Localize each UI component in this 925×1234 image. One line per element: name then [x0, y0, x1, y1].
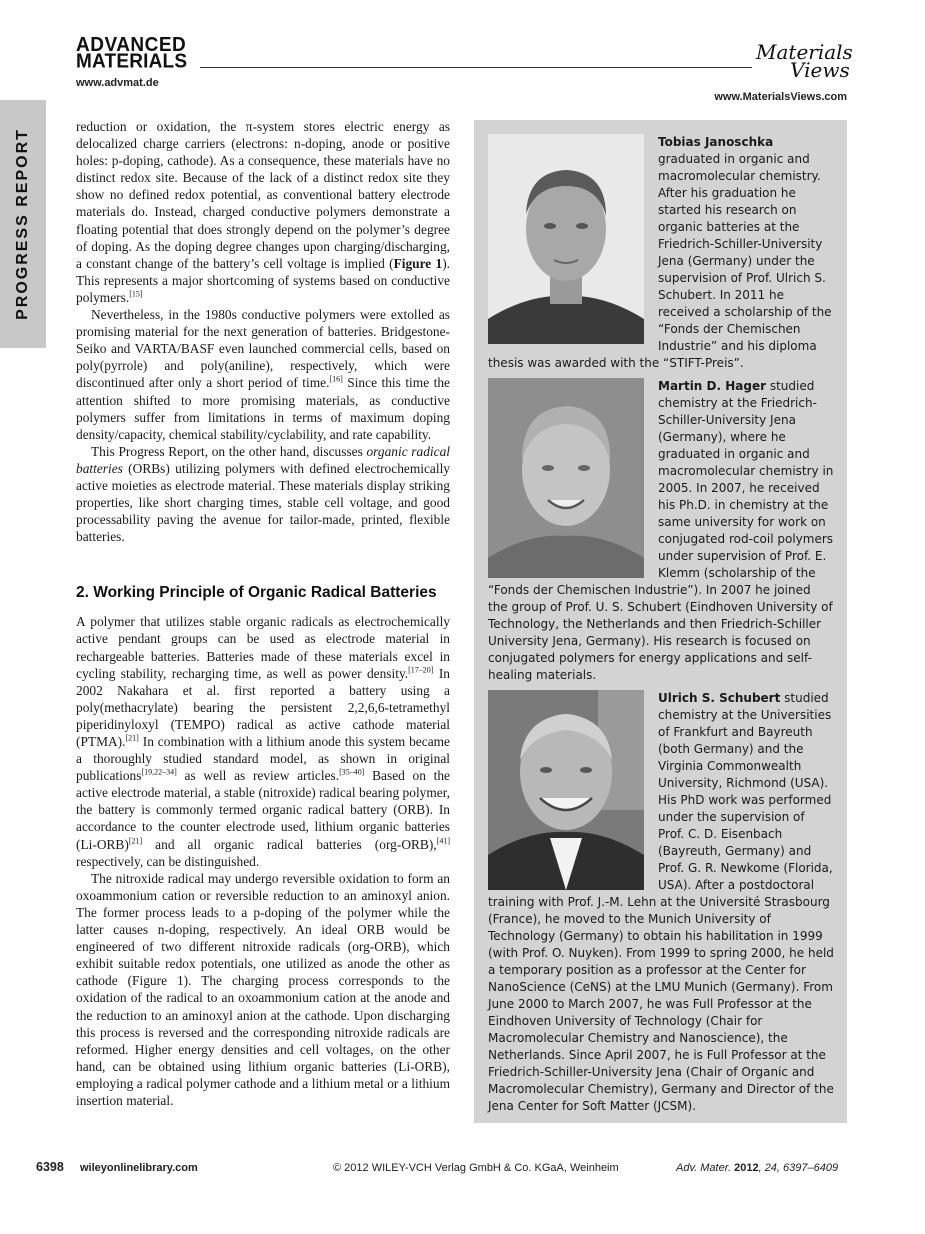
portrait-image: [488, 690, 644, 890]
citation-ref[interactable]: [21]: [125, 733, 139, 743]
figure-1-reference[interactable]: Figure 1: [393, 255, 443, 271]
side-tab-label: PROGRESS REPORT: [14, 128, 31, 320]
paragraph-3: This Progress Report, on the other hand, discusses organic radical batteries (ORBs) utilizing polymers with defined electrochemically active moieties as electrode material. These materials display striking properties, like short charging times, stable cell voltage, and good processability paving the avenue for tailor-made, printed, flexible batteries.: [76, 443, 450, 545]
article-left-column: [76, 118, 450, 1109]
journal-website-link[interactable]: www.advmat.de: [76, 77, 159, 89]
portrait-image: [488, 378, 644, 578]
citation-ref[interactable]: [21]: [128, 836, 143, 846]
page-number: 6398: [36, 1160, 64, 1174]
bio-hager: [488, 378, 834, 684]
bio-text: studied chemistry at the Universities of Frankfurt and Bayreuth (both Germany) and the Virginia Commonwealth University, Richmond (USA). His PhD work was performed under the supervision of Prof. C. D. Eisenbach (Bayreuth, Germany) and Prof. G. R. Newkome (Florida, USA). After a postdoctoral training with Prof. J.-M. Lehn at the Université Strasbourg (France), he moved to the Munich University of Technology (Germany) to obtain his habilitation in 1999 (with Prof. O. Nuyken). From 1999 to spring 2000, he held a temporary position as a professor at the Center for NanoScience (CeNS) at the LMU Munich (Germany). From June 2000 to March 2007, he was Full Professor at the Eindhoven University of Technology (Chair for Macromolecular Chemistry and Nanoscience), the Netherlands. Since April 2007, he is Full Professor at the Friedrich-Schiller-University Jena (Chair of Organic and Macromolecular Chemistry), Germany and Director of the Jena Center for Soft Matter (JCSM).: [488, 691, 834, 1113]
bio-janoschka: [488, 134, 834, 372]
journal-citation: Adv. Mater. 2012, 24, 6397–6409: [676, 1162, 839, 1174]
journal-logo: [76, 34, 188, 73]
paragraph-5: The nitroxide radical may undergo reversible oxidation to form an oxoammonium cation or reversible reduction to an aminoxyl anion. The former process leads to a p-doping of the polymer while the latter causes n-doping, respectively. An ideal ORB would be engineered of two different nitroxide radicals (org-ORB), which exhibit suitable redox potentials, one utilized as anode the other as cathode (Figure 1). The charging process corresponds to the oxidation of the radical to an oxoammonium cation at the anode and the reduction to an aminoxyl anion at the cathode. Upon discharging this process is reversed and the corresponding nitroxide radicals are reformed. Higher energy densities and cell voltages, on the other hand, can be obtained using lithium organic batteries (Li-ORB), employing a radical polymer cathode and a lithium metal or a lithium insertion material.: [76, 870, 450, 1108]
logo-line-materials: MATERIALS: [76, 50, 188, 73]
citation-ref[interactable]: [15]: [129, 289, 143, 299]
mv-logo-line1: Materials: [756, 40, 853, 64]
section-side-tab: [0, 100, 46, 348]
author-photo-schubert: [488, 690, 644, 890]
wiley-website-link[interactable]: wileyonlinelibrary.com: [80, 1162, 198, 1174]
bio-schubert: [488, 690, 834, 1115]
citation-ref[interactable]: [35–40]: [339, 767, 365, 777]
copyright-notice: © 2012 WILEY-VCH Verlag GmbH & Co. KGaA, Weinheim: [333, 1162, 619, 1174]
paragraph-4: A polymer that utilizes stable organic radicals as electrochemically active pendant groups can be used as electrode material in rechargeable batteries. Batteries made of these materials excel in cycling stability, recharging time, as well as power density.[17–20] In 2002 Nakahara et al. first reported a battery using a poly(methacrylate) bearing the persistent 2,2,6,6-tetramethyl piperidinyloxyl (TEMPO) radical as active cathode material (PTMA).[21] In combination with a lithium anode this system became a thoroughly studied standard model, as shown in original publications[19,22–34] as well as review articles.[35–40] Based on the active electrode material, a stable (nitroxide) radical bearing polymer, the battery is commonly termed organic radical battery (ORB). In accordance to the counter electrode used, lithium organic batteries (Li-ORB)[21] and all organic radical batteries (org-ORB),[41] respectively, can be distinguished.: [76, 614, 450, 869]
citation-ref[interactable]: [17–20]: [408, 665, 434, 675]
portrait-image: [488, 134, 644, 344]
bio-text: studied chemistry at the Friedrich-Schiller-University Jena (Germany), where he graduated in organic and macromolecular chemistry in 2005. In 2007, he received his Ph.D. in chemistry at the same university for work on conjugated rod-coil polymers under supervision of Prof. E. Klemm (scholarship of the “Fonds der Chemischen Industrie”). In 2007 he joined the group of Prof. U. S. Schubert (Eindhoven University of Technology, the Netherlands and then Friedrich-Schiller University Jena, Germany). His research is focused on conjugated polymers for energy applications and self-healing materials.: [488, 379, 834, 682]
bio-name: Martin D. Hager: [658, 379, 767, 393]
author-photo-hager: [488, 378, 644, 578]
citation-ref[interactable]: [41]: [436, 836, 450, 846]
paragraph-1: reduction or oxidation, the π-system stores electric energy as delocalized charge carriers (electrons: n-doping, anode or positive holes: p-doping, cathode). As a consequence, these materials have no distinct redox site. Because of the lack of a distinct redox site they show no defined redox potential, as conventional battery electrode materials do. Instead, charged conductive polymers demonstrate a floating potential that does strongly depend on the polymer’s degree of doping. As the doping degree changes upon charging/discharging, a constant change of the battery’s cell voltage is implied (Figure 1). This represents a major shortcoming of systems based on conductive polymers.[15]: [76, 119, 450, 305]
logo-line-advanced: ADVANCED: [76, 34, 187, 57]
header-rule: [200, 67, 752, 68]
materials-views-website-link[interactable]: www.MaterialsViews.com: [714, 91, 847, 103]
citation-ref[interactable]: [16]: [329, 374, 343, 384]
bio-text: graduated in organic and macromolecular chemistry. After his graduation he started his research on organic batteries at the Friedrich-Schiller-University Jena (Germany) under the supervision of Prof. Ulrich S. Schubert. In 2011 he received a scholarship of the “Fonds der Chemischen Industrie” and his diploma thesis was awarded with the “STIFT-Preis”.: [488, 152, 832, 370]
bio-name: Ulrich S. Schubert: [658, 691, 781, 705]
section-heading: 2. Working Principle of Organic Radical Batteries: [76, 584, 437, 602]
paragraph-2: Nevertheless, in the 1980s conductive polymers were extolled as promising material for the next generation of batteries. Bridgestone-Seiko and VARTA/BASF even launched commercial cells, based on poly(pyrrole) and poly(aniline), respectively, which were discontinued after only a short period of time.[16] Since this time the attention shifted to more promising materials, as conductive polymers suffer from limitations in terms of maximum doping density/capacity, chemical stability/cyclability, and rate capability.: [76, 307, 450, 442]
author-photo-janoschka: [488, 134, 644, 344]
citation-ref[interactable]: [19,22–34]: [141, 767, 177, 777]
author-bios-panel: [474, 120, 847, 1123]
mv-logo-line2: Views: [790, 58, 850, 82]
bio-name: Tobias Janoschka: [658, 135, 774, 149]
